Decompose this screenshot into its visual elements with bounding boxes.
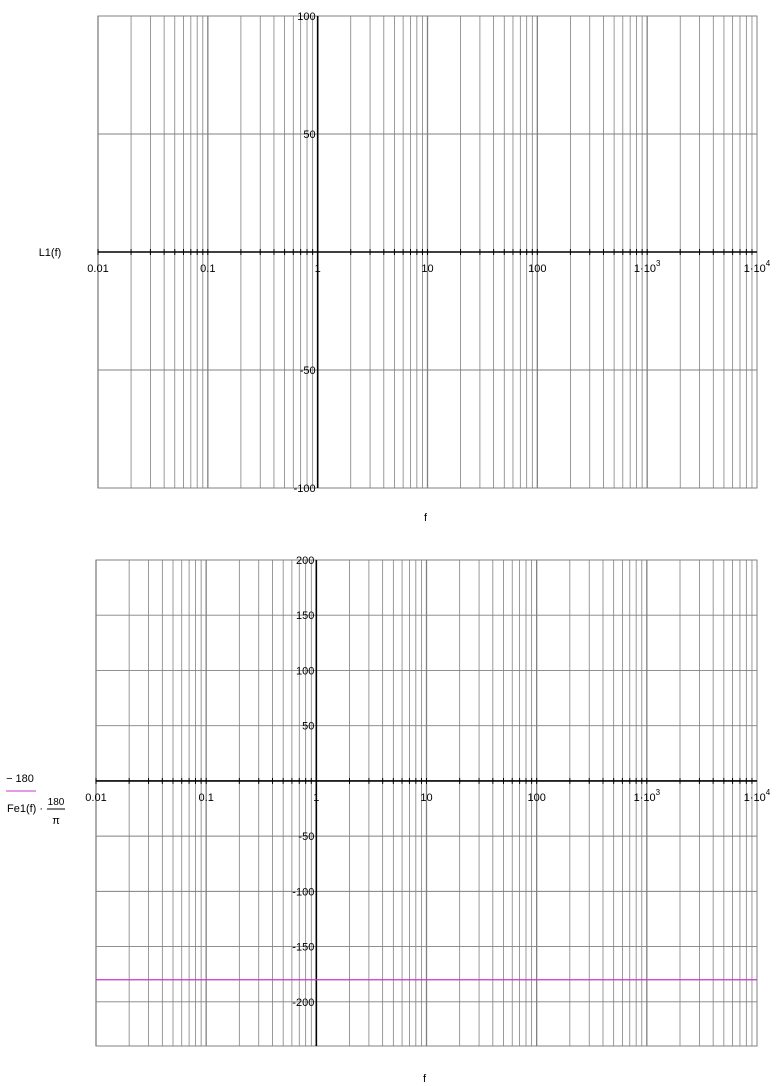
x-tick-label-text: 100 (527, 791, 546, 804)
y-tick-label: 100 (295, 665, 315, 678)
y-tick-label: 50 (303, 129, 316, 141)
x-tick-label (87, 263, 108, 275)
x-tick-label-text: 10 (420, 791, 433, 804)
magnitude-plot (39, 11, 771, 524)
x-tick-label-text: 1 (314, 263, 321, 275)
x-tick-label-exponent: 4 (765, 259, 771, 268)
y-tick-label: -50 (299, 365, 316, 377)
y-tick-label: 100 (297, 11, 316, 23)
y-tick-label: -200 (292, 996, 315, 1009)
x-tick-label-text: 1·10 (743, 791, 766, 804)
y-label-constant: − 180 (6, 773, 34, 785)
x-tick-label-text: 1·10 (633, 263, 656, 275)
x-tick-label (200, 263, 215, 275)
x-tick-label-text: 0.1 (200, 263, 216, 275)
y-label-fraction-numerator: 180 (47, 797, 65, 808)
x-tick-label-text: 1·10 (633, 791, 656, 804)
y-axis-label-group (6, 773, 65, 827)
x-tick-label-exponent: 3 (655, 787, 661, 797)
y-tick-label: -100 (293, 483, 316, 495)
x-tick-label (420, 792, 432, 804)
y-tick-label: -100 (292, 886, 315, 899)
phase-plot (6, 555, 771, 1085)
y-tick-label: -50 (298, 831, 315, 844)
x-tick-label (313, 792, 319, 804)
x-tick-label-exponent: 4 (765, 787, 771, 797)
x-tick-label-text: 1·10 (743, 263, 766, 275)
y-tick-label: -150 (292, 941, 315, 954)
x-tick-label-text: 0.01 (85, 791, 107, 804)
x-tick-label (528, 263, 546, 275)
x-tick-label-exponent: 3 (655, 259, 661, 268)
y-axis-label: L1(f) (38, 247, 62, 259)
x-tick-label-text: 1 (313, 791, 320, 804)
x-tick-label (421, 263, 433, 275)
y-tick-label: 50 (302, 720, 315, 733)
y-label-fraction-denominator: π (52, 815, 60, 827)
x-tick-label (199, 792, 214, 804)
y-tick-label: 200 (295, 555, 315, 567)
x-axis-label: f (422, 1073, 427, 1085)
x-axis-label: f (423, 512, 428, 524)
y-tick-label: 150 (295, 610, 315, 623)
x-tick-label-text: 100 (528, 263, 547, 275)
y-label-expression: Fe1(f) · (7, 803, 44, 815)
x-tick-label (527, 792, 545, 804)
x-tick-label-text: 0.01 (87, 263, 109, 275)
x-tick-label-text: 0.1 (198, 791, 214, 804)
x-tick-label-text: 10 (421, 263, 434, 275)
x-tick-label (85, 792, 106, 804)
x-tick-label (315, 263, 321, 275)
